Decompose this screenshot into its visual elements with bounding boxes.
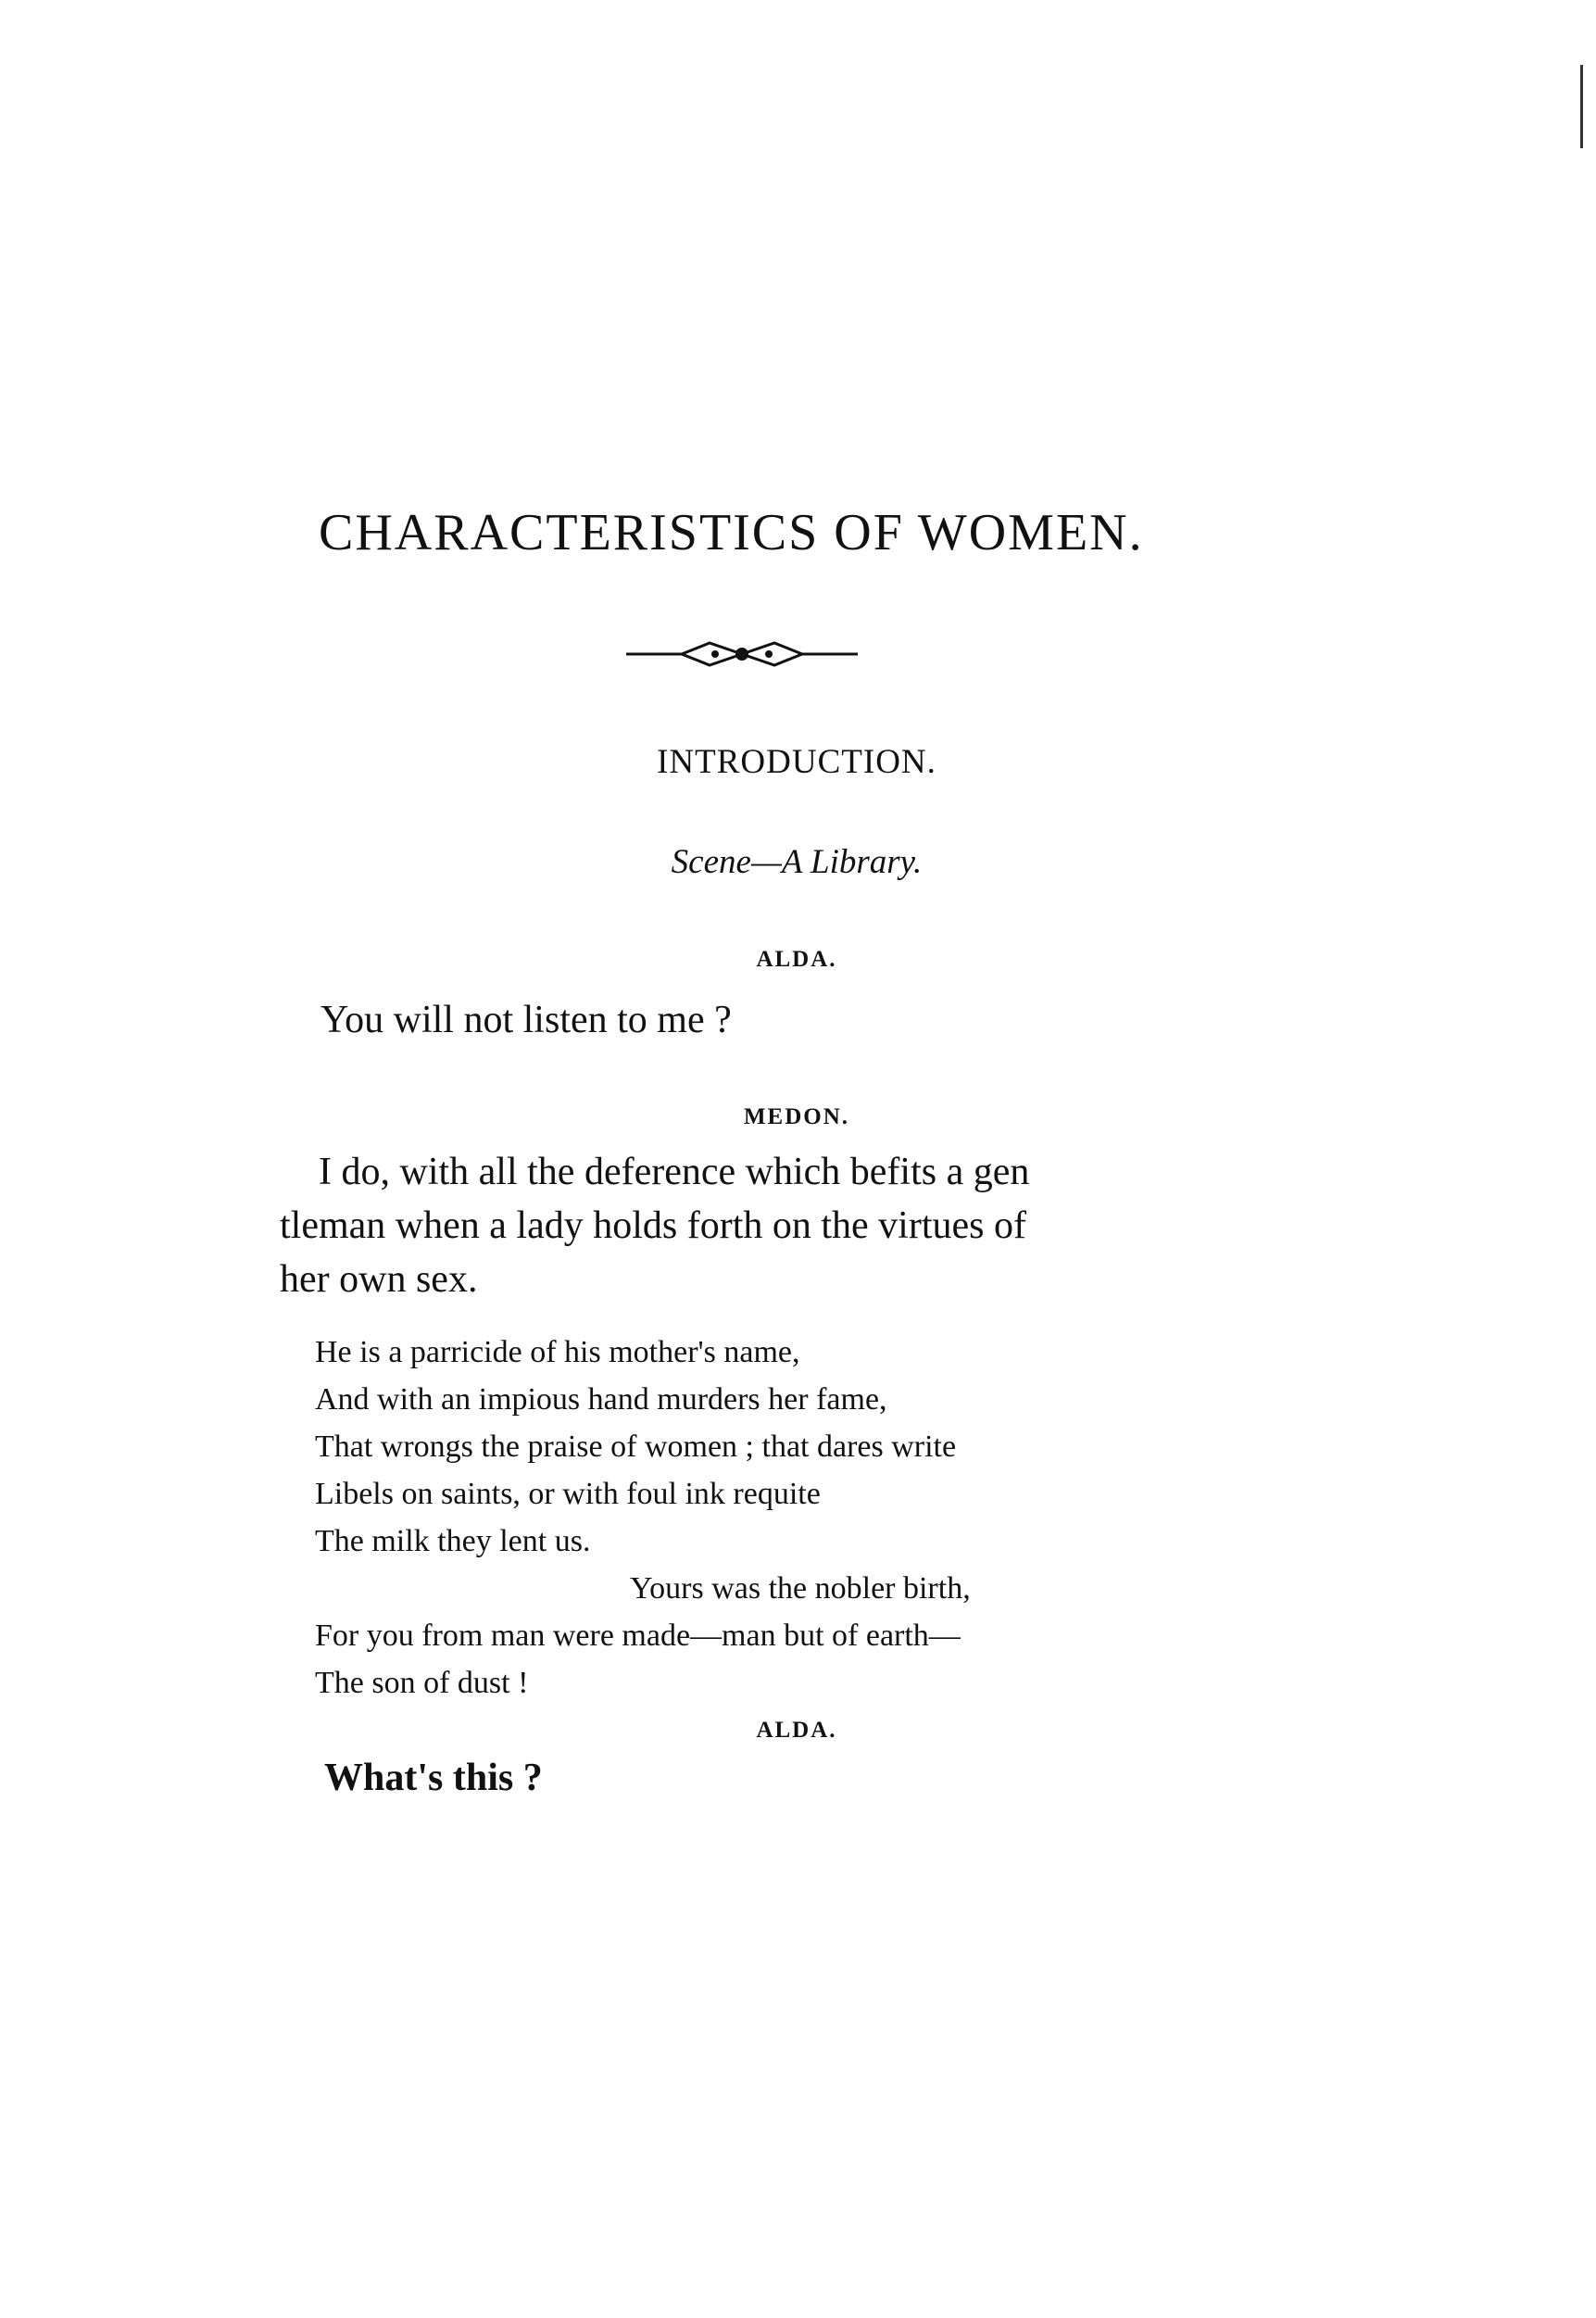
margin-mark <box>1580 65 1583 148</box>
verse-line: And with an impious hand murders her fame, <box>315 1382 887 1417</box>
verse-line: Libels on saints, or with foul ink requite <box>315 1477 821 1511</box>
verse-line: The milk they lent us. <box>315 1524 591 1558</box>
prose-line: tleman when a lady holds forth on the virtues of <box>280 1204 1026 1247</box>
verse-line: For you from man were made—man but of earth— <box>315 1619 961 1653</box>
verse-line: That wrongs the praise of women ; that dares write <box>315 1430 957 1464</box>
prose-line: her own sex. <box>280 1258 478 1301</box>
speaker-name: MEDON. <box>743 1104 850 1129</box>
verse-quotation <box>315 1329 1223 1707</box>
book-title: CHARACTERISTICS OF WOMEN. <box>319 504 1144 561</box>
section-heading: INTRODUCTION. <box>657 743 936 781</box>
ornament-divider <box>626 636 858 673</box>
verse-line: He is a parricide of his mother's name, <box>315 1335 800 1369</box>
verse-line: Yours was the nobler birth, <box>630 1571 971 1606</box>
alda-speech: What's this ? <box>324 1757 543 1799</box>
verse-line: The son of dust ! <box>315 1666 529 1700</box>
prose-line: I do, with all the deference which befits a gen <box>319 1151 1030 1193</box>
speaker-name: ALDA. <box>756 947 837 972</box>
speaker-name: ALDA. <box>756 1718 837 1743</box>
medon-speech <box>280 1145 1215 1306</box>
alda-speech: You will not listen to me ? <box>320 999 732 1041</box>
scene-heading: Scene—A Library. <box>671 843 923 881</box>
